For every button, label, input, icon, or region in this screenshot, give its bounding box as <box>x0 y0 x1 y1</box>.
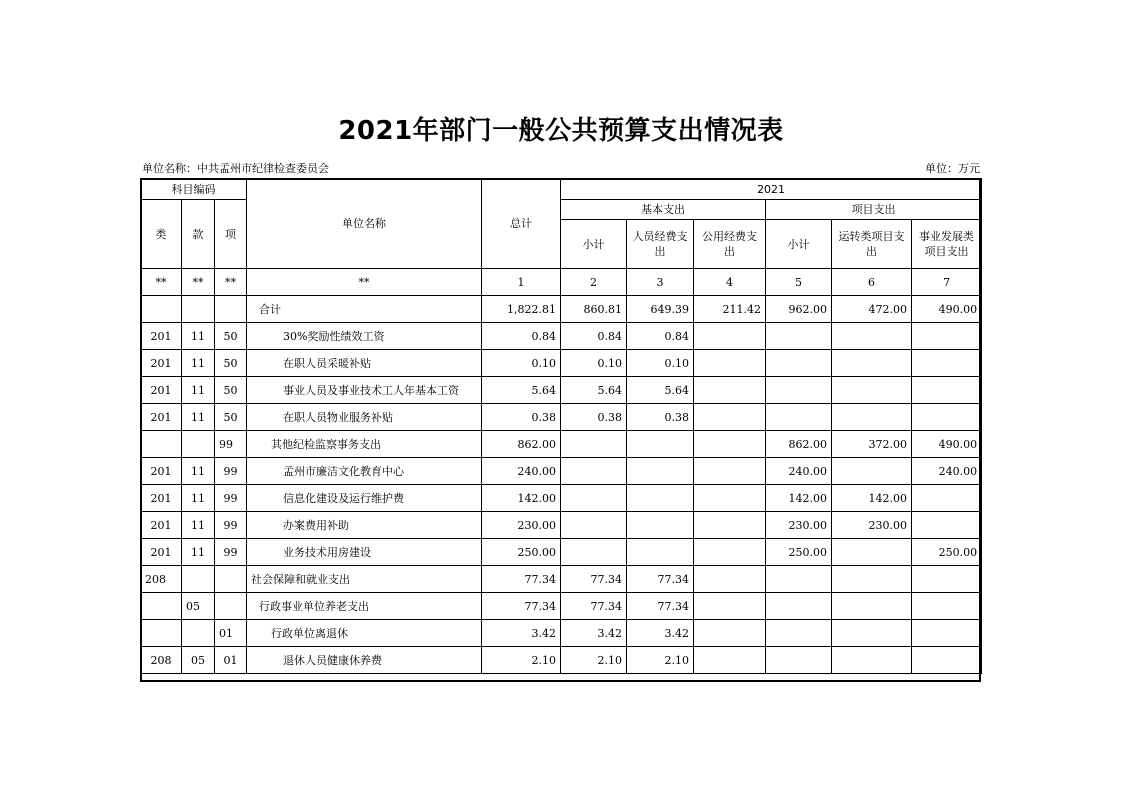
transfer-cell <box>832 377 912 404</box>
transfer-cell <box>832 593 912 620</box>
lei-cell <box>141 593 182 620</box>
transfer-cell <box>832 404 912 431</box>
total-cell: 0.38 <box>482 404 561 431</box>
basic-subtotal-cell <box>561 539 627 566</box>
total-cell: 77.34 <box>482 566 561 593</box>
subject-code-header: 科目编码 <box>141 179 247 200</box>
index-cell: 5 <box>766 269 832 296</box>
page-title: 2021年部门一般公共预算支出情况表 <box>338 116 784 146</box>
lei-cell <box>141 620 182 647</box>
xiang-cell: 99 <box>215 458 247 485</box>
development-header: 事业发展类项目支出 <box>912 220 982 269</box>
personnel-cell <box>627 458 694 485</box>
item-name-cell: 信息化建设及运行维护费 <box>247 485 482 512</box>
public-cell <box>694 458 766 485</box>
total-header: 总计 <box>482 179 561 269</box>
xiang-cell: 50 <box>215 323 247 350</box>
public-cell <box>694 485 766 512</box>
xiang-cell: 99 <box>215 485 247 512</box>
project-subtotal-cell <box>766 593 832 620</box>
xiang-cell: 99 <box>215 539 247 566</box>
lei-cell: 208 <box>141 647 182 674</box>
development-cell <box>912 566 982 593</box>
personnel-cell <box>627 512 694 539</box>
index-cell: ** <box>182 269 215 296</box>
basic-subtotal-cell: 77.34 <box>561 566 627 593</box>
unit-name-header: 单位名称 <box>247 179 482 269</box>
kuan-cell: 11 <box>182 350 215 377</box>
table-row <box>141 377 982 404</box>
item-name-cell: 在职人员物业服务补贴 <box>247 404 482 431</box>
unit-name-label: 单位名称：中共孟州市纪律检查委员会 <box>142 162 329 175</box>
lei-cell <box>141 431 182 458</box>
table-row <box>141 485 982 512</box>
item-name-cell: 行政单位离退休 <box>247 620 482 647</box>
personnel-cell <box>627 431 694 458</box>
basic-subtotal-cell: 860.81 <box>561 296 627 323</box>
lei-cell: 201 <box>141 458 182 485</box>
public-cell <box>694 539 766 566</box>
development-cell <box>912 593 982 620</box>
kuan-cell: 11 <box>182 377 215 404</box>
transfer-cell <box>832 323 912 350</box>
project-subtotal-cell <box>766 620 832 647</box>
unit-measure-label: 单位：万元 <box>925 162 980 175</box>
xiang-cell: 50 <box>215 350 247 377</box>
basic-subtotal-cell: 0.38 <box>561 404 627 431</box>
development-cell <box>912 377 982 404</box>
table-row <box>141 404 982 431</box>
table-row <box>141 566 982 593</box>
index-cell: 6 <box>832 269 912 296</box>
total-cell: 2.10 <box>482 647 561 674</box>
personnel-cell: 3.42 <box>627 620 694 647</box>
lei-cell: 201 <box>141 512 182 539</box>
project-subtotal-cell <box>766 350 832 377</box>
project-subtotal-cell <box>766 404 832 431</box>
lei-cell: 201 <box>141 539 182 566</box>
index-cell: 4 <box>694 269 766 296</box>
lei-cell: 201 <box>141 323 182 350</box>
item-name-cell: 退休人员健康休养费 <box>247 647 482 674</box>
lei-cell <box>141 296 182 323</box>
lei-cell: 208 <box>141 566 182 593</box>
item-name-cell: 孟州市廉洁文化教育中心 <box>247 458 482 485</box>
xiang-cell: 01 <box>215 620 247 647</box>
basic-subtotal-cell <box>561 485 627 512</box>
lei-cell: 201 <box>141 485 182 512</box>
basic-subtotal-cell <box>561 458 627 485</box>
development-cell: 490.00 <box>912 296 982 323</box>
kuan-cell <box>182 566 215 593</box>
index-cell: ** <box>215 269 247 296</box>
project-subtotal-cell <box>766 323 832 350</box>
item-name-cell: 其他纪检监察事务支出 <box>247 431 482 458</box>
kuan-cell <box>182 296 215 323</box>
item-name-cell: 合计 <box>247 296 482 323</box>
basic-subtotal-cell: 0.10 <box>561 350 627 377</box>
xiang-cell: 01 <box>215 647 247 674</box>
transfer-cell <box>832 350 912 377</box>
transfer-cell <box>832 620 912 647</box>
transfer-cell: 372.00 <box>832 431 912 458</box>
xiang-header: 项 <box>215 200 247 269</box>
lei-cell: 201 <box>141 377 182 404</box>
xiang-cell: 99 <box>215 431 247 458</box>
public-cell <box>694 647 766 674</box>
public-cell <box>694 512 766 539</box>
transfer-cell: 230.00 <box>832 512 912 539</box>
total-cell: 77.34 <box>482 593 561 620</box>
public-cell <box>694 593 766 620</box>
item-name-cell: 社会保障和就业支出 <box>247 566 482 593</box>
total-cell: 1,822.81 <box>482 296 561 323</box>
development-cell: 240.00 <box>912 458 982 485</box>
xiang-cell <box>215 566 247 593</box>
total-cell: 3.42 <box>482 620 561 647</box>
personnel-header: 人员经费支出 <box>627 220 694 269</box>
basic-subtotal-cell: 3.42 <box>561 620 627 647</box>
project-subtotal-cell: 142.00 <box>766 485 832 512</box>
project-subtotal-cell: 250.00 <box>766 539 832 566</box>
total-cell: 862.00 <box>482 431 561 458</box>
budget-table <box>140 178 982 674</box>
lei-cell: 201 <box>141 350 182 377</box>
personnel-cell: 0.84 <box>627 323 694 350</box>
index-cell: ** <box>247 269 482 296</box>
total-cell: 250.00 <box>482 539 561 566</box>
public-cell <box>694 377 766 404</box>
item-name-cell: 事业人员及事业技术工人年基本工资 <box>247 377 482 404</box>
item-name-cell: 行政事业单位养老支出 <box>247 593 482 620</box>
basic-subtotal-header: 小计 <box>561 220 627 269</box>
table-row <box>141 593 982 620</box>
basic-subtotal-cell: 77.34 <box>561 593 627 620</box>
item-name-cell: 办案费用补助 <box>247 512 482 539</box>
kuan-cell: 11 <box>182 512 215 539</box>
project-subtotal-cell <box>766 647 832 674</box>
project-subtotal-header: 小计 <box>766 220 832 269</box>
kuan-cell <box>182 620 215 647</box>
xiang-cell: 50 <box>215 404 247 431</box>
transfer-cell: 142.00 <box>832 485 912 512</box>
personnel-cell: 77.34 <box>627 593 694 620</box>
project-subtotal-cell: 962.00 <box>766 296 832 323</box>
index-row <box>141 269 982 296</box>
project-expenditure-header: 项目支出 <box>766 200 982 220</box>
public-cell <box>694 350 766 377</box>
index-cell: 1 <box>482 269 561 296</box>
table-row <box>141 458 982 485</box>
table-row <box>141 296 982 323</box>
item-name-cell: 业务技术用房建设 <box>247 539 482 566</box>
transfer-cell <box>832 539 912 566</box>
table-row <box>141 512 982 539</box>
total-cell: 240.00 <box>482 458 561 485</box>
kuan-cell: 11 <box>182 323 215 350</box>
personnel-cell <box>627 485 694 512</box>
index-cell: 3 <box>627 269 694 296</box>
kuan-header: 款 <box>182 200 215 269</box>
basic-subtotal-cell <box>561 512 627 539</box>
basic-expenditure-header: 基本支出 <box>561 200 766 220</box>
personnel-cell: 2.10 <box>627 647 694 674</box>
personnel-cell <box>627 539 694 566</box>
development-cell <box>912 350 982 377</box>
transfer-cell <box>832 458 912 485</box>
item-name-cell: 30%奖励性绩效工资 <box>247 323 482 350</box>
public-cell: 211.42 <box>694 296 766 323</box>
development-cell: 490.00 <box>912 431 982 458</box>
development-cell <box>912 404 982 431</box>
transfer-cell: 472.00 <box>832 296 912 323</box>
kuan-cell: 05 <box>182 593 215 620</box>
kuan-cell: 11 <box>182 485 215 512</box>
kuan-cell: 11 <box>182 458 215 485</box>
table-row <box>141 620 982 647</box>
table-body <box>141 296 982 674</box>
total-cell: 142.00 <box>482 485 561 512</box>
total-cell: 230.00 <box>482 512 561 539</box>
development-cell <box>912 512 982 539</box>
xiang-cell <box>215 593 247 620</box>
table-row <box>141 647 982 674</box>
basic-subtotal-cell: 0.84 <box>561 323 627 350</box>
basic-subtotal-cell: 2.10 <box>561 647 627 674</box>
transfer-header: 运转类项目支出 <box>832 220 912 269</box>
table-row <box>141 539 982 566</box>
lei-cell: 201 <box>141 404 182 431</box>
xiang-cell: 50 <box>215 377 247 404</box>
public-header: 公用经费支出 <box>694 220 766 269</box>
index-cell: ** <box>141 269 182 296</box>
transfer-cell <box>832 647 912 674</box>
personnel-cell: 5.64 <box>627 377 694 404</box>
xiang-cell: 99 <box>215 512 247 539</box>
personnel-cell: 77.34 <box>627 566 694 593</box>
public-cell <box>694 566 766 593</box>
kuan-cell: 11 <box>182 539 215 566</box>
development-cell <box>912 485 982 512</box>
basic-subtotal-cell <box>561 431 627 458</box>
development-cell <box>912 323 982 350</box>
index-cell: 2 <box>561 269 627 296</box>
public-cell <box>694 323 766 350</box>
development-cell <box>912 647 982 674</box>
personnel-cell: 0.10 <box>627 350 694 377</box>
total-cell: 5.64 <box>482 377 561 404</box>
index-cell: 7 <box>912 269 982 296</box>
table-row <box>141 431 982 458</box>
development-cell: 250.00 <box>912 539 982 566</box>
project-subtotal-cell <box>766 377 832 404</box>
year-header: 2021 <box>561 179 982 200</box>
total-cell: 0.84 <box>482 323 561 350</box>
kuan-cell: 05 <box>182 647 215 674</box>
project-subtotal-cell: 240.00 <box>766 458 832 485</box>
transfer-cell <box>832 566 912 593</box>
kuan-cell: 11 <box>182 404 215 431</box>
personnel-cell: 0.38 <box>627 404 694 431</box>
public-cell <box>694 620 766 647</box>
lei-header: 类 <box>141 200 182 269</box>
table-row <box>141 323 982 350</box>
public-cell <box>694 404 766 431</box>
table-row <box>141 350 982 377</box>
project-subtotal-cell: 230.00 <box>766 512 832 539</box>
xiang-cell <box>215 296 247 323</box>
project-subtotal-cell: 862.00 <box>766 431 832 458</box>
total-cell: 0.10 <box>482 350 561 377</box>
personnel-cell: 649.39 <box>627 296 694 323</box>
item-name-cell: 在职人员采暖补贴 <box>247 350 482 377</box>
development-cell <box>912 620 982 647</box>
public-cell <box>694 431 766 458</box>
project-subtotal-cell <box>766 566 832 593</box>
basic-subtotal-cell: 5.64 <box>561 377 627 404</box>
kuan-cell <box>182 431 215 458</box>
